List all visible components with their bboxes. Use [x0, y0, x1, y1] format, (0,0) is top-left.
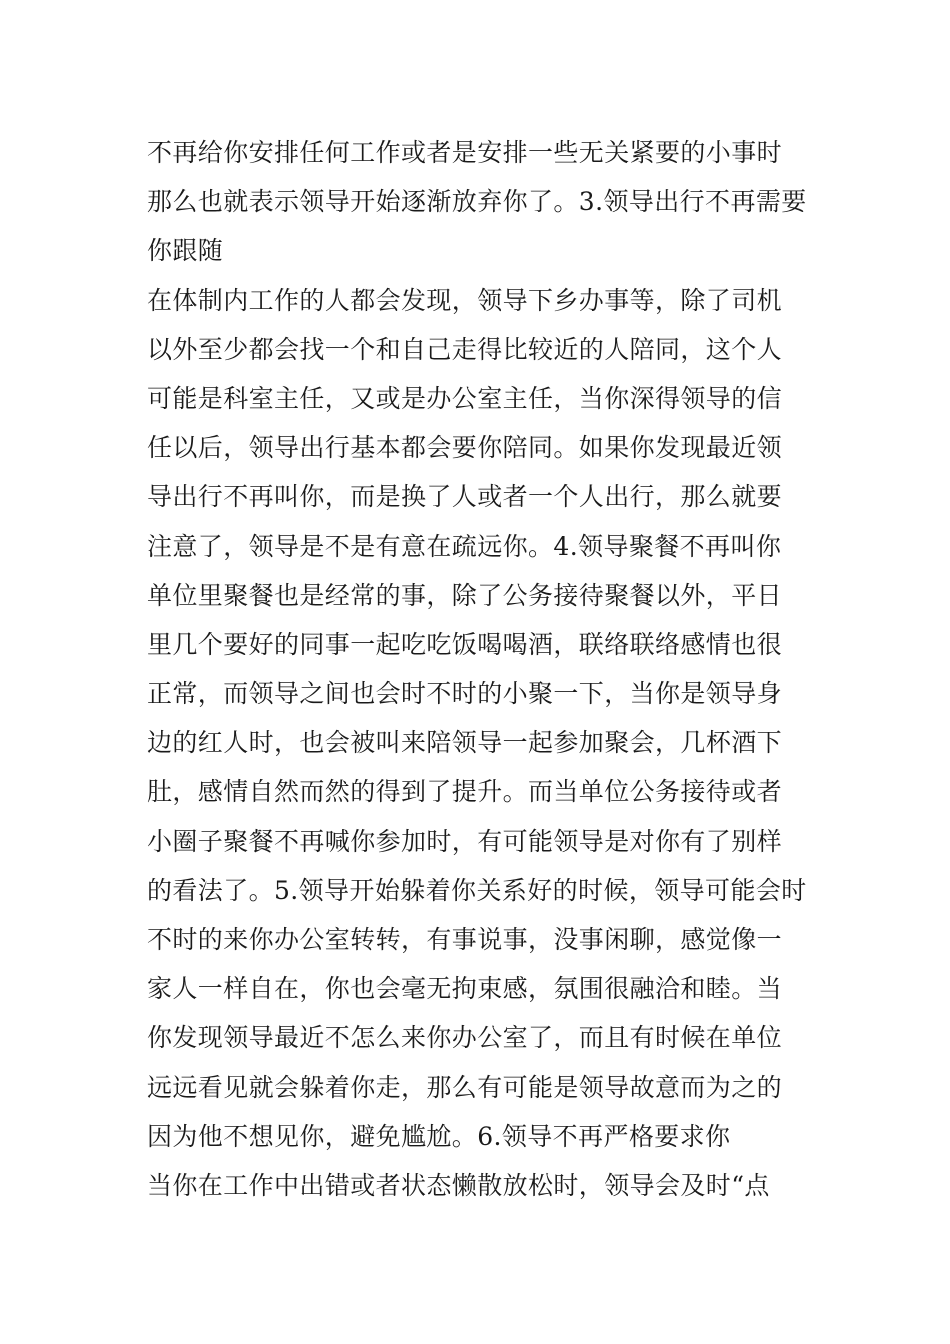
text-line: 肚，感情自然而然的得到了提升。而当单位公务接待或者	[147, 777, 783, 807]
text-line: 不再给你安排任何工作或者是安排一些无关紧要的小事时	[147, 138, 783, 167]
text-line: 可能是科室主任，又或是办公室主任，当你深得领导的信	[147, 383, 783, 413]
text-line: 导出行不再叫你，而是换了人或者一个人出行，那么就要	[147, 482, 783, 512]
text-line: 当你在工作中出错或者状态懒散放松时，领导会及时“点	[147, 1170, 770, 1200]
text-line: 注意了，领导是不是有意在疏远你。4.领导聚餐不再叫你	[147, 531, 782, 561]
text-line: 家人一样自在，你也会毫无拘束感，氛围很融洽和睦。当	[147, 974, 783, 1004]
text-line: 边的红人时，也会被叫来陪领导一起参加聚会，几杯酒下	[147, 728, 783, 758]
text-line: 你跟随	[147, 236, 224, 266]
text-line: 你发现领导最近不怎么来你办公室了，而且有时候在单位	[147, 1023, 783, 1053]
text-line: 以外至少都会找一个和自己走得比较近的人陪同，这个人	[147, 334, 783, 364]
text-line: 小圈子聚餐不再喊你参加时，有可能领导是对你有了别样	[147, 826, 783, 856]
text-line: 正常，而领导之间也会时不时的小聚一下，当你是领导身	[147, 679, 783, 709]
text-line: 的看法了。5.领导开始躲着你关系好的时候，领导可能会时	[147, 875, 807, 905]
text-line: 不时的来你办公室转转，有事说事，没事闲聊，感觉像一	[147, 925, 783, 954]
text-line: 任以后，领导出行基本都会要你陪同。如果你发现最近领	[147, 433, 783, 463]
text-line: 里几个要好的同事一起吃吃饭喝喝酒，联络联络感情也很	[147, 629, 783, 659]
text-line: 在体制内工作的人都会发现，领导下乡办事等，除了司机	[147, 285, 783, 315]
text-line: 单位里聚餐也是经常的事，除了公务接待聚餐以外，平日	[147, 580, 783, 610]
text-line: 那么也就表示领导开始逐渐放弃你了。3.领导出行不再需要	[147, 187, 807, 217]
text-line: 因为他不想见你，避免尴尬。6.领导不再严格要求你	[147, 1121, 731, 1151]
document-body	[147, 128, 827, 1210]
text-line: 远远看见就会躲着你走，那么有可能是领导故意而为之的	[147, 1072, 783, 1102]
